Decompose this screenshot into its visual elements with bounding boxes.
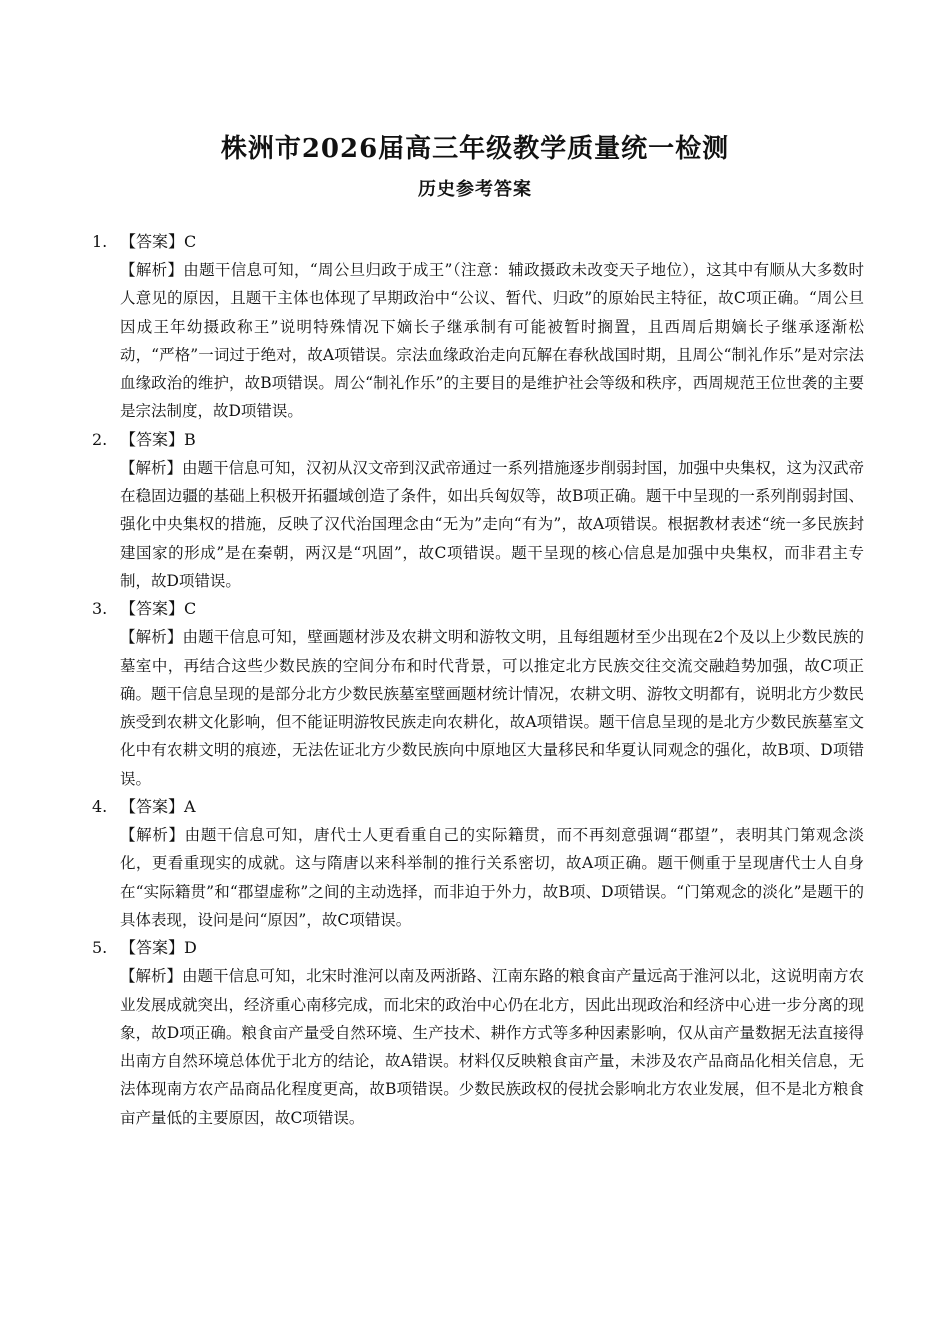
answer-line bbox=[92, 595, 864, 623]
analysis-text: 【解析】由题干信息可知，“周公旦归政于成王”（注意：辅政摄政未改变天子地位），这其中有顺从大多数时人意见的原因，且题干主体也体现了早期政治中“公议、暂代、归政”的原始民主特征，故C项正确。“周公旦因成王年幼摄政称王”说明特殊情况下嫡长子继承制有可能被暂时搁置，且西周后期嫡长子继承逐渐松动，“严格”一词过于绝对，故A项错误。宗法血缘政治走向瓦解在春秋战国时期，且周公“制礼作乐”是对宗法血缘政治的维护，故B项错误。周公“制礼作乐”的主要目的是维护社会等级和秩序，西周规范王位世袭的主要是宗法制度，故D项错误。 bbox=[120, 261, 864, 421]
analysis-text: 【解析】由题干信息可知，汉初从汉文帝到汉武帝通过一系列措施逐步削弱封国，加强中央集权，这为汉武帝在稳固边疆的基础上积极开拓疆域创造了条件，如出兵匈奴等，故B项正确。题干中呈现的一系列削弱封国、强化中央集权的措施，反映了汉代治国理念由“无为”走向“有为”，故A项错误。根据教材表述“统一多民族封建国家的形成”是在秦朝，两汉是“巩固”，故C项错误。题干呈现的核心信息是加强中央集权，而非君主专制，故D项错误。 bbox=[120, 458, 865, 590]
answer-line bbox=[92, 426, 864, 454]
answer-line bbox=[92, 228, 864, 256]
answer-key: 【答案】B bbox=[120, 429, 196, 449]
answer-line bbox=[92, 793, 864, 821]
analysis-text: 【解析】由题干信息可知，壁画题材涉及农耕文明和游牧文明，且每组题材至少出现在2个及以上少数民族的墓室中，再结合这些少数民族的空间分布和时代背景，可以推定北方民族交往交流交融趋势加强，故C项正确。题干信息呈现的是部分北方少数民族墓室壁画题材统计情况，农耕文明、游牧文明都有，说明北方少数民族受到农耕文化影响，但不能证明游牧民族走向农耕化，故A项错误。题干信息呈现的是北方少数民族墓室文化中有农耕文明的痕迹，无法佐证北方少数民族向中原地区大量移民和华夏认同观念的强化，故B项、D项错误。 bbox=[120, 628, 865, 788]
answer-item-4 bbox=[92, 793, 864, 934]
analysis-text: 【解析】由题干信息可知，北宋时淮河以南及两浙路、江南东路的粮食亩产量远高于淮河以北，这说明南方农业发展成就突出，经济重心南移完成，而北宋的政治中心仍在北方，因此出现政治和经济中心进一步分离的现象，故D项正确。粮食亩产量受自然环境、生产技术、耕作方式等多种因素影响，仅从亩产量数据无法直接得出南方自然环境总体优于北方的结论，故A错误。材料仅反映粮食亩产量，未涉及农产品商品化相关信息，无法体现南方农产品商品化程度更高，故B项错误。少数民族政权的侵扰会影响北方农业发展，但不是北方粮食亩产量低的主要原因，故C项错误。 bbox=[120, 967, 865, 1127]
answer-item-5 bbox=[92, 934, 864, 1132]
answer-item-3 bbox=[92, 595, 864, 793]
answer-item-1 bbox=[92, 228, 864, 426]
answer-key: 【答案】C bbox=[120, 599, 197, 619]
answer-key: 【答案】D bbox=[120, 938, 197, 958]
page-title: 株洲市2026届高三年级教学质量统一检测 bbox=[220, 134, 730, 164]
page-subtitle: 历史参考答案 bbox=[418, 179, 532, 200]
question-number: 1. bbox=[92, 232, 108, 251]
question-number: 2. bbox=[92, 429, 108, 449]
answer-key: 【答案】A bbox=[120, 797, 196, 817]
answer-item-2 bbox=[92, 426, 864, 595]
answer-key: 【答案】C bbox=[120, 232, 197, 251]
question-number: 3. bbox=[92, 599, 108, 619]
question-number: 4. bbox=[92, 797, 108, 817]
analysis-text: 【解析】由题干信息可知，唐代士人更看重自己的实际籍贯，而不再刻意强调“郡望”，表明其门第观念淡化，更看重现实的成就。这与隋唐以来科举制的推行关系密切，故A项正确。题干侧重于呈现唐代士人自身在“实际籍贯”和“郡望虚称”之间的主动选择，而非迫于外力，故B项、D项错误。“门第观念的淡化”是题干的具体表现，设问是问“原因”，故C项错误。 bbox=[120, 826, 864, 929]
answer-list bbox=[92, 228, 864, 1132]
answer-line bbox=[92, 934, 864, 962]
question-number: 5. bbox=[92, 938, 108, 958]
